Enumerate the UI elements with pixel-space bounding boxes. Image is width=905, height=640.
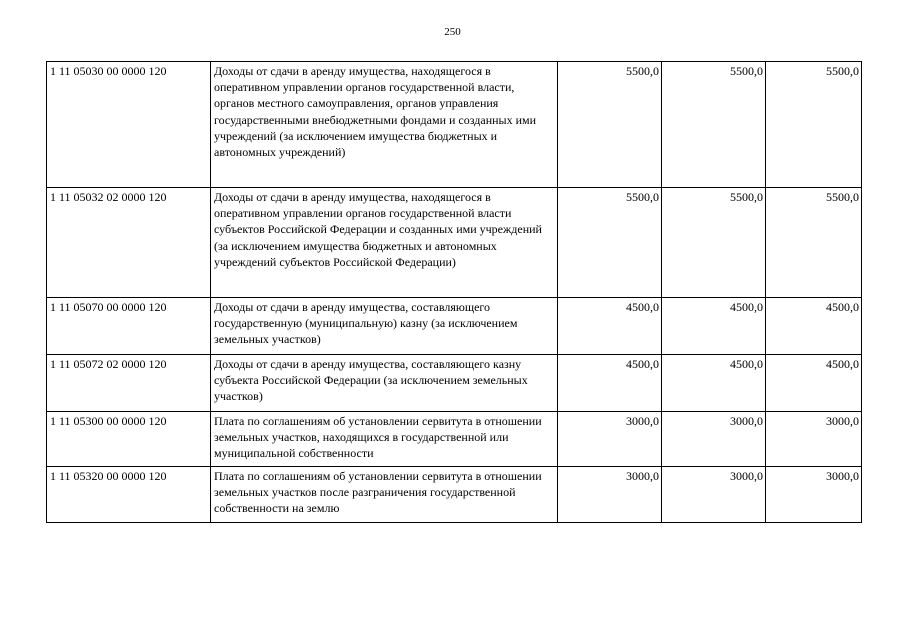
budget-code-cell: 1 11 05070 00 0000 120 [47, 298, 211, 355]
value-cell-2: 3000,0 [662, 412, 766, 467]
value-cell-2: 5500,0 [662, 188, 766, 298]
value-cell-3: 5500,0 [766, 188, 862, 298]
value-cell-1: 4500,0 [558, 298, 662, 355]
budget-code-cell: 1 11 05300 00 0000 120 [47, 412, 211, 467]
value-cell-2: 4500,0 [662, 298, 766, 355]
value-cell-1: 3000,0 [558, 412, 662, 467]
budget-code-cell: 1 11 05030 00 0000 120 [47, 62, 211, 188]
value-cell-1: 3000,0 [558, 467, 662, 523]
revenue-table [46, 61, 862, 523]
table-row [47, 412, 862, 467]
description-cell: Доходы от сдачи в аренду имущества, находящегося в оперативном управлении органов государственной власти, органов местного самоуправления, органов управления государственными внебюджетными фондами и созданных ими учреждений (за исключением имущества бюджетных и автономных учреждений) [211, 62, 558, 188]
table-row [47, 62, 862, 188]
table-row [47, 355, 862, 412]
description-cell: Доходы от сдачи в аренду имущества, составляющего государственную (муниципальную) казну (за исключением земельных участков) [211, 298, 558, 355]
value-cell-3: 3000,0 [766, 412, 862, 467]
budget-code-cell: 1 11 05072 02 0000 120 [47, 355, 211, 412]
table-row [47, 188, 862, 298]
budget-code-cell: 1 11 05320 00 0000 120 [47, 467, 211, 523]
value-cell-2: 5500,0 [662, 62, 766, 188]
value-cell-1: 5500,0 [558, 188, 662, 298]
table-row [47, 467, 862, 523]
description-cell: Плата по соглашениям об установлении сервитута в отношении земельных участков после разграничения государственной собственности на землю [211, 467, 558, 523]
description-cell: Доходы от сдачи в аренду имущества, находящегося в оперативном управлении органов государственной власти субъектов Российской Федерации и созданных ими учреждений (за исключением имущества бюджетных и автономных учреждений субъектов Российской Федерации) [211, 188, 558, 298]
description-cell: Доходы от сдачи в аренду имущества, составляющего казну субъекта Российской Федерации (за исключением земельных участков) [211, 355, 558, 412]
value-cell-3: 4500,0 [766, 355, 862, 412]
value-cell-2: 4500,0 [662, 355, 766, 412]
value-cell-3: 5500,0 [766, 62, 862, 188]
page-number: 250 [444, 26, 461, 38]
table-row [47, 298, 862, 355]
value-cell-1: 5500,0 [558, 62, 662, 188]
value-cell-2: 3000,0 [662, 467, 766, 523]
description-cell: Плата по соглашениям об установлении сервитута в отношении земельных участков, находящихся в государственной или муниципальной собственности [211, 412, 558, 467]
budget-code-cell: 1 11 05032 02 0000 120 [47, 188, 211, 298]
value-cell-3: 3000,0 [766, 467, 862, 523]
value-cell-1: 4500,0 [558, 355, 662, 412]
value-cell-3: 4500,0 [766, 298, 862, 355]
